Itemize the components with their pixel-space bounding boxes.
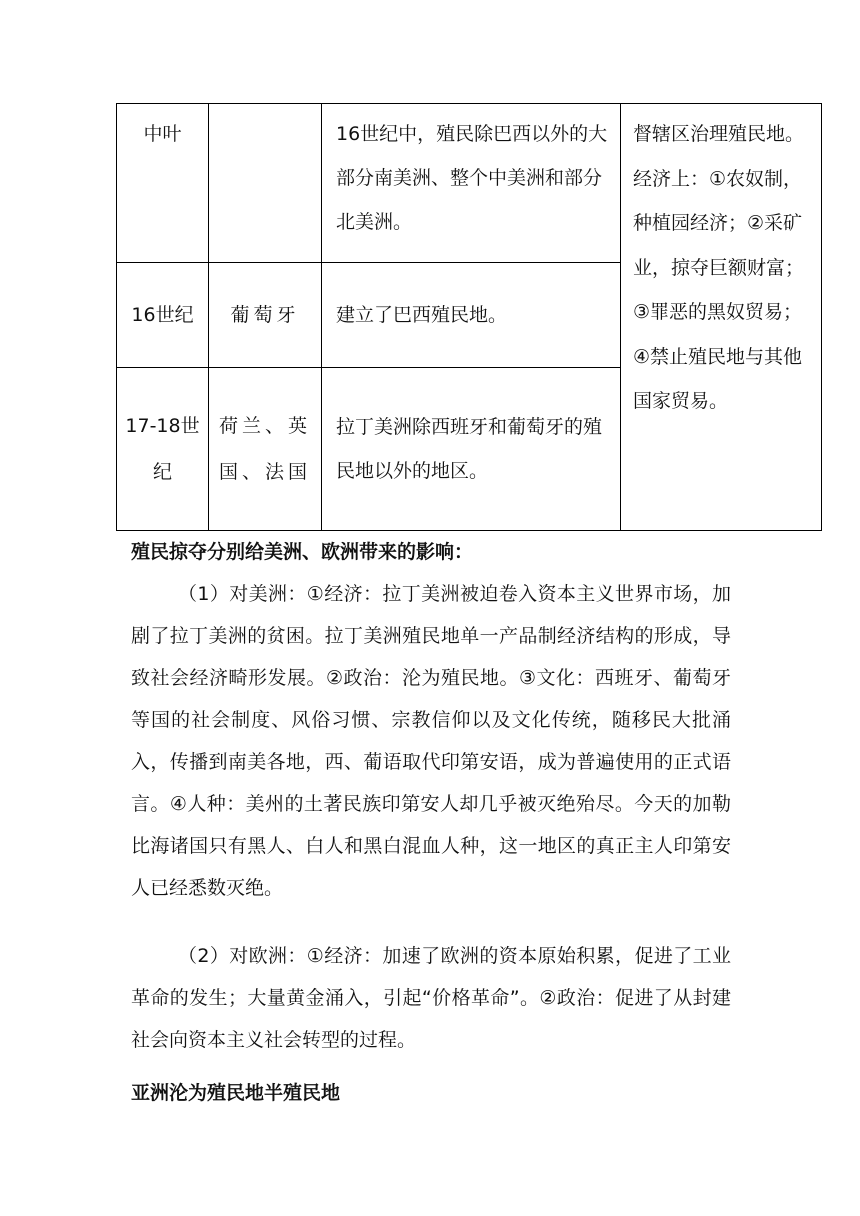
period-cell: 16世纪 (117, 263, 209, 368)
region-cell: 16世纪中，殖民除巴西以外的大部分南美洲、整个中美洲和部分北美洲。 (322, 104, 621, 263)
asia-heading: 亚洲沦为殖民地半殖民地 (131, 1082, 341, 1104)
colonization-table (116, 103, 822, 531)
country-cell: 荷兰、英国、法国 (209, 368, 322, 531)
america-paragraph: （1）对美洲：①经济：拉丁美洲被迫卷入资本主义世界市场，加剧了拉丁美洲的贫困。拉丁美洲殖民地单一产品制经济结构的形成，导致社会经济畸形发展。②政治：沦为殖民地。③文化：西班牙、葡萄牙等国的社会制度、风俗习惯、宗教信仰以及文化传统，随移民大批涌入，传播到南美各地，西、葡语取代印第安语，成为普遍使用的正式语言。④人种：美州的土著民族印第安人却几乎被灭绝殆尽。今天的加勒比海诸国只有黑人、白人和黑白混血人种，这一地区的真正主人印第安人已经悉数灭绝。 (131, 583, 731, 899)
impact-heading: 殖民掠夺分别给美洲、欧洲带来的影响： (131, 541, 474, 563)
europe-paragraph: （2）对欧洲：①经济：加速了欧洲的资本原始积累，促进了工业革命的发生；大量黄金涌入，引起“价格革命”。②政治：促进了从封建社会向资本主义社会转型的过程。 (131, 945, 731, 1051)
region-cell: 拉丁美洲除西班牙和葡萄牙的殖民地以外的地区。 (322, 368, 621, 531)
period-cell: 17-18世纪 (117, 368, 209, 531)
country-cell (209, 104, 322, 263)
table-row (117, 104, 822, 263)
period-cell: 中叶 (117, 104, 209, 263)
policy-cell (621, 104, 822, 531)
policy-text: 督辖区治理殖民地。经济上：①农奴制，种植园经济；②采矿业，掠夺巨额财富；③罪恶的黑奴贸易；④禁止殖民地与其他国家贸易。 (633, 123, 805, 412)
country-cell: 葡萄牙 (209, 263, 322, 368)
region-cell: 建立了巴西殖民地。 (322, 263, 621, 368)
